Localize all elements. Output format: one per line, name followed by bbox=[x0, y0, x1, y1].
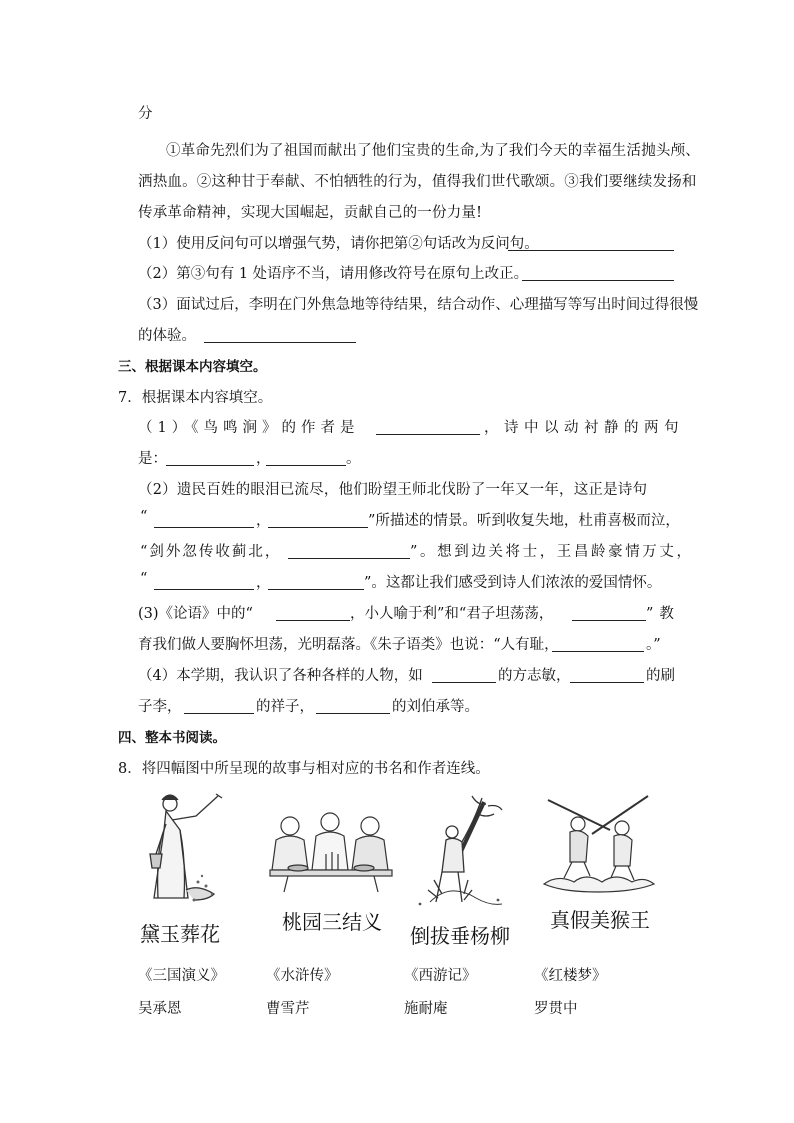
q7-p1-line1-blank[interactable] bbox=[166, 451, 254, 466]
q7-p4-blank-2[interactable] bbox=[570, 668, 644, 683]
passage-line-1: ①革命先烈们为了祖国而献出了他们宝贵的生命,为了我们今天的幸福生活抛头颅、 bbox=[166, 143, 701, 159]
taoyuan-illustration bbox=[268, 806, 394, 894]
q6-sub1-text: （1）使用反问句可以增强气势，请你把第②句话改为反问句。 bbox=[138, 236, 539, 252]
q7-p3-d: 育我们做人要胸怀坦荡，光明磊落。《朱子语类》也说：“人有耻， bbox=[138, 637, 559, 653]
book-sanguo: 《三国演义》 bbox=[138, 968, 225, 984]
q7-p3-c: ”教 bbox=[646, 606, 680, 622]
willow-illustration bbox=[412, 792, 506, 912]
q6-sub3-answer[interactable] bbox=[204, 328, 356, 343]
q7-p4-blank-3[interactable] bbox=[184, 699, 254, 714]
q7-p1-end: 。 bbox=[346, 451, 361, 467]
q7-p2-quote-open-2: “ bbox=[140, 571, 148, 587]
q7-p4-blank-1[interactable] bbox=[432, 668, 496, 683]
q7-p4-b: 的方志敏， bbox=[498, 668, 571, 684]
monkey-king-illustration bbox=[538, 790, 660, 894]
q7-p4-f: 的刘伯承等。 bbox=[392, 699, 479, 715]
q7-p4-e: 的祥子， bbox=[256, 699, 314, 715]
page-fragment: 分 bbox=[138, 106, 153, 122]
q7-p2-d: ”。想到边关将士，王昌龄豪情万丈， bbox=[410, 544, 694, 560]
q6-sub2-answer[interactable] bbox=[522, 266, 674, 281]
q7-p2-c: “剑外忽传收蓟北， bbox=[140, 544, 282, 560]
q7-p3-blank-1[interactable] bbox=[276, 606, 350, 621]
author-luo-guanzhong: 罗贯中 bbox=[534, 1001, 578, 1017]
author-cao-xueqin: 曹雪芹 bbox=[266, 1001, 310, 1017]
q7-p1-c: 是： bbox=[138, 451, 167, 467]
q7-p2-blank-2[interactable] bbox=[268, 513, 368, 528]
passage-line-3: 传承革命精神，实现大国崛起，贡献自己的一份力量! bbox=[138, 205, 483, 221]
q6-sub3-line1: （3）面试过后，李明在门外焦急地等待结果，结合动作、心理描写等写出时间过得很慢 bbox=[138, 297, 699, 313]
section-3-title: 三、根据课本内容填空。 bbox=[118, 359, 267, 375]
q7-p4-c: 的刷 bbox=[646, 668, 675, 684]
q6-sub1 bbox=[138, 232, 539, 253]
q7-p4-a: （4）本学期，我认识了各种各样的人物，如 bbox=[138, 668, 423, 684]
book-honglou: 《红楼梦》 bbox=[534, 968, 607, 984]
author-wu-chengen: 吴承恩 bbox=[138, 1001, 182, 1017]
q7-p2-a: （2）遗民百姓的眼泪已流尽，他们盼望王师北伐盼了一年又一年，这正是诗句 bbox=[138, 482, 648, 498]
q7-p3-blank-3[interactable] bbox=[552, 637, 644, 652]
passage-line-2: 洒热血。②这种甘于奉献、不怕牺牲的行为，值得我们世代歌颂。③我们要继续发扬和 bbox=[138, 174, 697, 190]
q7-p1-b: ，诗中以动衬静的两句 bbox=[484, 420, 684, 436]
caption-taoyuan: 桃园三结义 bbox=[282, 910, 382, 934]
caption-willow: 倒拔垂杨柳 bbox=[410, 924, 510, 948]
section-4-title: 四、整本书阅读。 bbox=[118, 730, 226, 746]
q7-p1-sep: ， bbox=[256, 451, 271, 467]
author-shi-naian: 施耐庵 bbox=[404, 1001, 448, 1017]
q6-sub1-answer[interactable] bbox=[508, 236, 674, 251]
q7-p4-d: 子李， bbox=[138, 699, 182, 715]
q7-p3-b: ，小人喻于利”和“君子坦荡荡， bbox=[350, 606, 554, 622]
q7-p3-blank-2[interactable] bbox=[572, 606, 646, 621]
q7-p1-a: （1）《鸟鸣涧》的作者是 bbox=[138, 420, 360, 436]
q8-stem: 8．将四幅图中所呈现的故事与相对应的书名和作者连线。 bbox=[118, 761, 490, 777]
daiyu-illustration bbox=[136, 790, 228, 910]
book-shuihu: 《水浒传》 bbox=[266, 968, 339, 984]
q7-p2-blank-5[interactable] bbox=[268, 575, 364, 590]
q7-p2-sep-2: ， bbox=[256, 575, 271, 591]
q7-p2-blank-4[interactable] bbox=[154, 575, 254, 590]
book-xiyou: 《西游记》 bbox=[404, 968, 477, 984]
q6-sub2-text: （2）第③句有 1 处语序不当，请用修改符号在原句上改正。 bbox=[138, 266, 529, 282]
q7-p2-b: ”所描述的情景。听到收复失地，杜甫喜极而泣， bbox=[368, 513, 680, 529]
q7-p1-author-blank[interactable] bbox=[376, 420, 480, 435]
q6-sub2 bbox=[138, 262, 528, 283]
q7-stem: 7．根据课本内容填空。 bbox=[118, 390, 273, 406]
q7-p3-a: (3)《论语》中的“ bbox=[138, 606, 253, 622]
q6-sub3-line2: 的体验。 bbox=[138, 328, 196, 344]
q7-p2-quote-open: “ bbox=[140, 509, 148, 525]
caption-monkey-king: 真假美猴王 bbox=[550, 908, 650, 932]
q7-p1-line2-blank[interactable] bbox=[266, 451, 346, 466]
q7-p2-e: ”。这都让我们感受到诗人们浓浓的爱国情怀。 bbox=[364, 575, 662, 591]
q7-p2-blank-3[interactable] bbox=[288, 544, 410, 559]
caption-daiyu: 黛玉葬花 bbox=[140, 922, 220, 946]
q7-p2-sep: ， bbox=[256, 513, 271, 529]
q7-p4-blank-4[interactable] bbox=[316, 699, 390, 714]
q7-p3-e: 。” bbox=[646, 637, 661, 653]
q7-p2-blank-1[interactable] bbox=[154, 513, 254, 528]
